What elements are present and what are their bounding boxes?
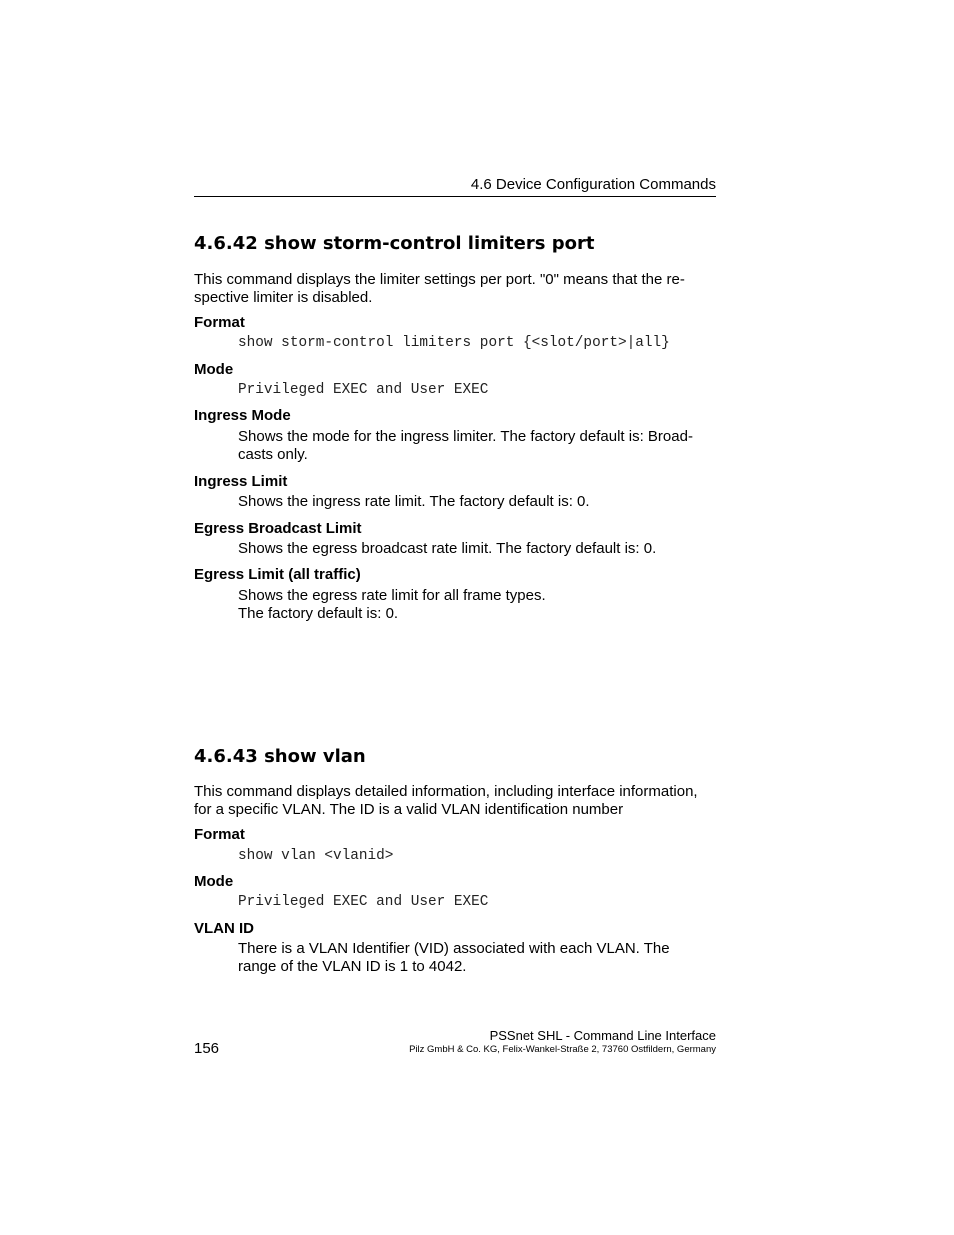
egress-limit-all-description [238, 587, 718, 623]
format-label: Format [194, 314, 245, 331]
section-heading-4-6-43 [194, 746, 366, 767]
section-number: 4.6.42 [194, 233, 258, 254]
egress-broadcast-limit-label: Egress Broadcast Limit [194, 520, 362, 537]
format-code: show storm-control limiters port {<slot/port>|all} [238, 335, 670, 351]
intro-line: spective limiter is disabled. [194, 289, 373, 306]
ingress-limit-description: Shows the ingress rate limit. The factory default is: 0. [238, 493, 590, 510]
vlan-id-label: VLAN ID [194, 920, 254, 937]
section-heading-4-6-42 [194, 233, 594, 254]
footer-doc-title: PSSnet SHL - Command Line Interface [489, 1028, 716, 1043]
ingress-mode-description [238, 428, 718, 464]
section-intro [194, 271, 718, 307]
egress-broadcast-limit-description: Shows the egress broadcast rate limit. The factory default is: 0. [238, 540, 657, 557]
section-intro [194, 783, 718, 819]
ingress-limit-label: Ingress Limit [194, 473, 288, 490]
format-code: show vlan <vlanid> [238, 848, 394, 864]
intro-line: This command displays detailed information, including interface information, [194, 783, 698, 800]
vlan-id-description [238, 940, 718, 976]
section-number: 4.6.43 [194, 746, 258, 767]
format-label: Format [194, 826, 245, 843]
description-line: Shows the mode for the ingress limiter. The factory default is: Broad- [238, 428, 693, 445]
description-line: The factory default is: 0. [238, 605, 399, 622]
mode-label: Mode [194, 873, 234, 890]
intro-line: for a specific VLAN. The ID is a valid VLAN identification number [194, 801, 624, 818]
egress-limit-all-label: Egress Limit (all traffic) [194, 566, 361, 583]
page-number: 156 [194, 1040, 220, 1057]
header-rule [194, 196, 716, 197]
mode-label: Mode [194, 361, 234, 378]
intro-line: This command displays the limiter settings per port. "0" means that the re- [194, 271, 685, 288]
mode-code: Privileged EXEC and User EXEC [238, 382, 489, 398]
description-line: range of the VLAN ID is 1 to 4042. [238, 958, 467, 975]
footer-address: Pilz GmbH & Co. KG, Felix-Wankel-Straße 2, 73760 Ostfildern, Germany [409, 1044, 716, 1055]
running-head: 4.6 Device Configuration Commands [470, 176, 716, 193]
description-line: Shows the egress rate limit for all frame types. [238, 587, 546, 604]
section-title: show storm-control limiters port [264, 233, 595, 254]
section-title: show vlan [264, 746, 366, 767]
description-line: casts only. [238, 446, 308, 463]
ingress-mode-label: Ingress Mode [194, 407, 291, 424]
mode-code: Privileged EXEC and User EXEC [238, 894, 489, 910]
description-line: There is a VLAN Identifier (VID) associated with each VLAN. The [238, 940, 670, 957]
